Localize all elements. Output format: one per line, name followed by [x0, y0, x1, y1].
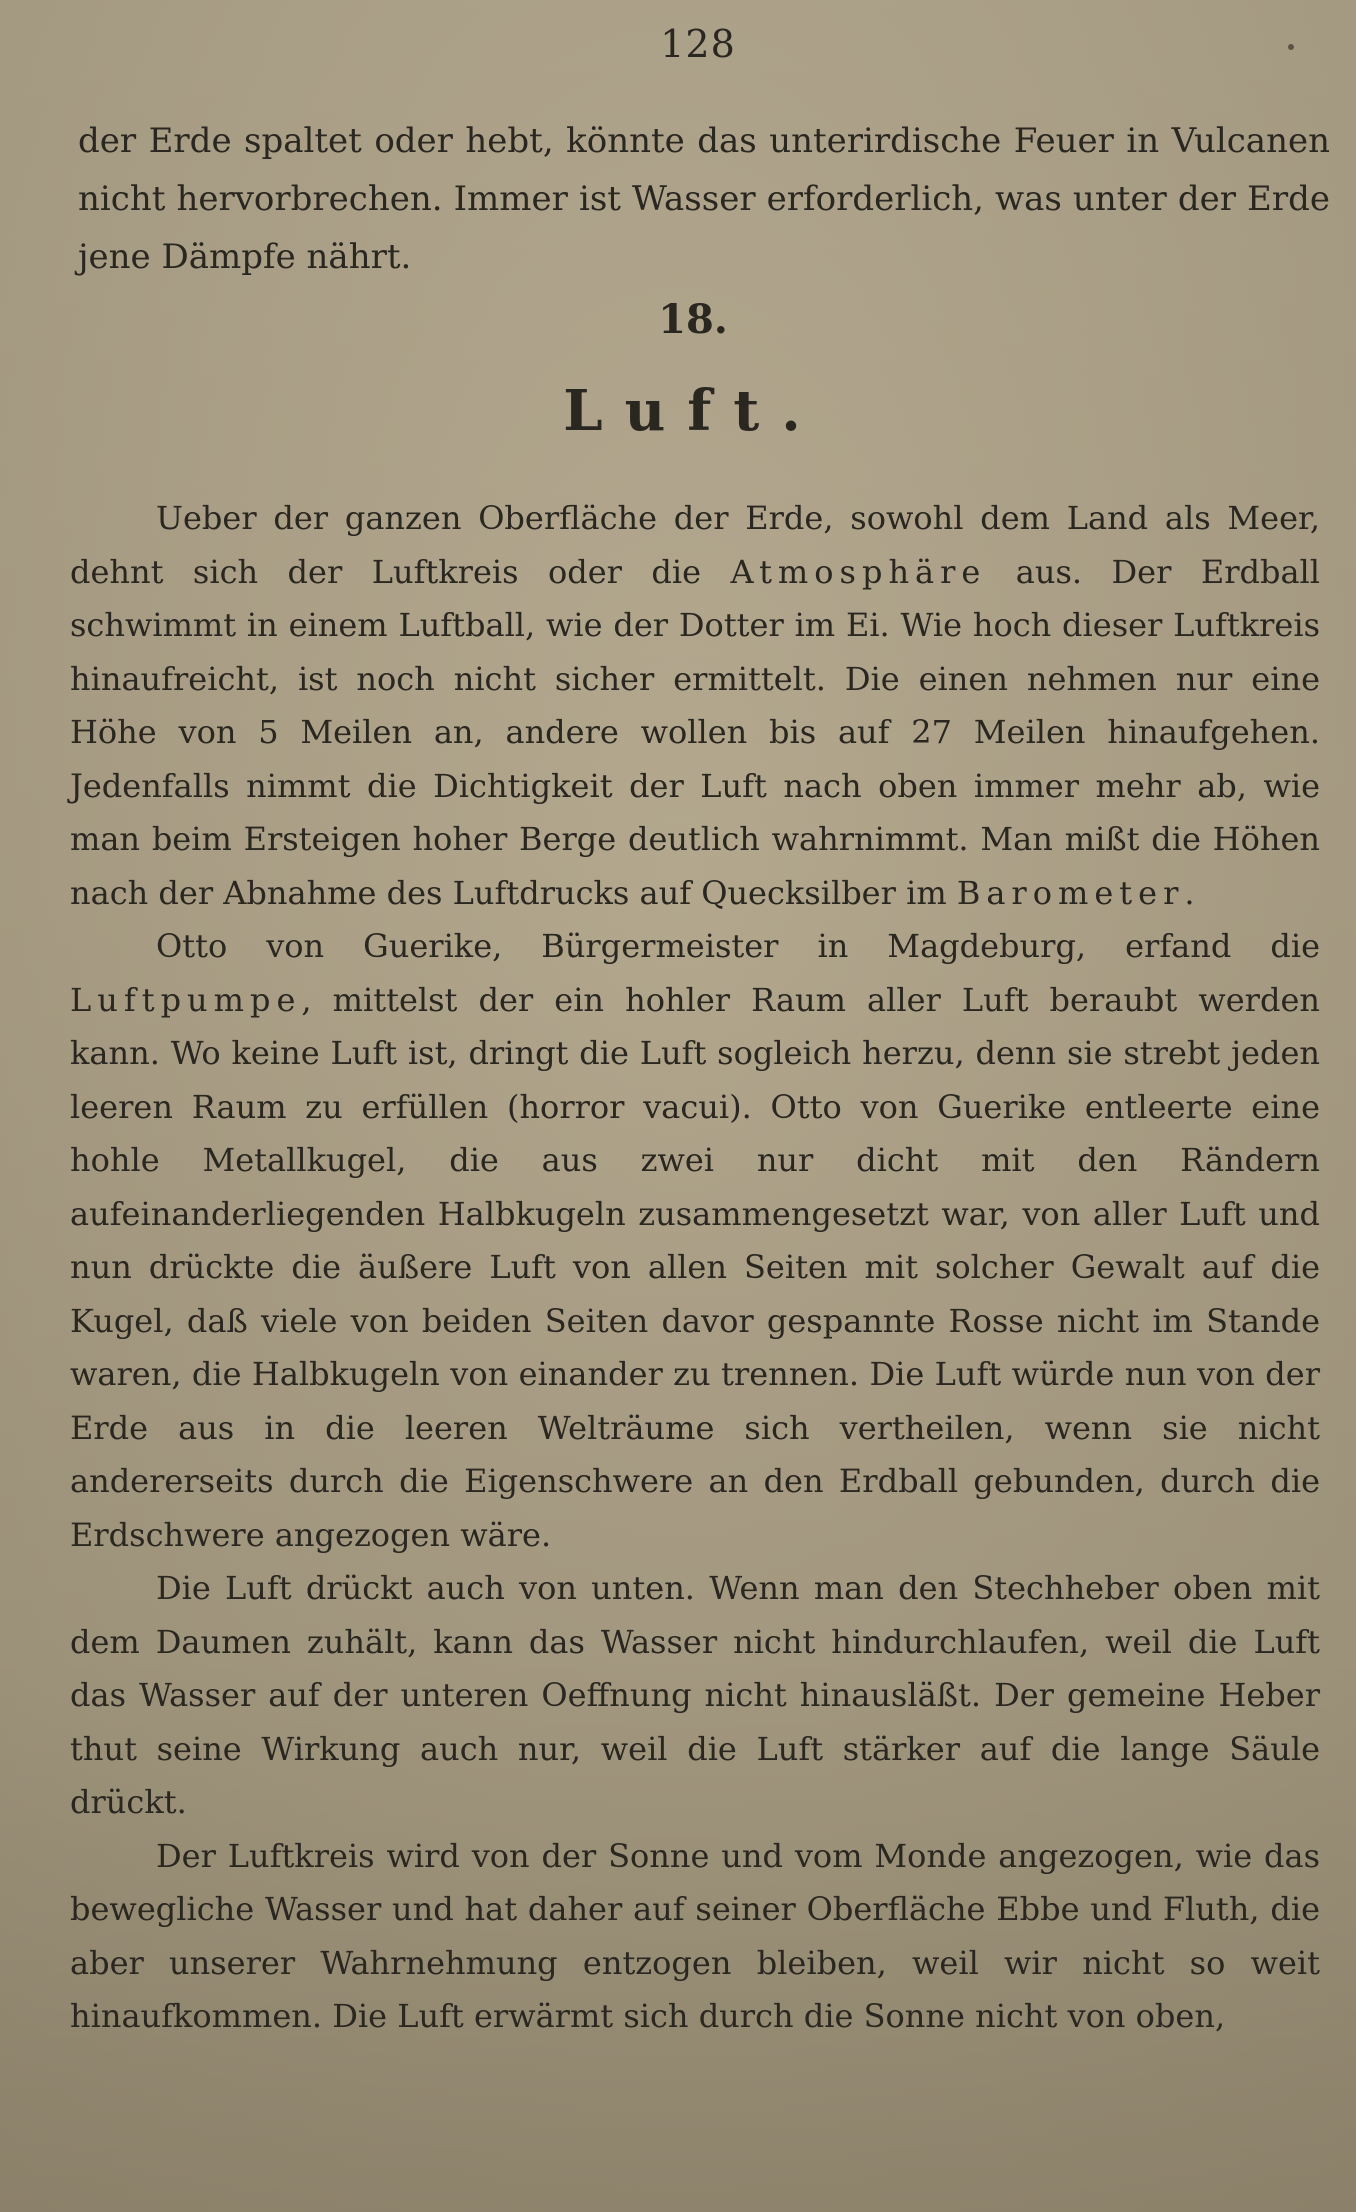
paragraph-tides: Der Luftkreis wird von der Sonne und vom Monde angezogen, wie das bewegliche Wasser und hat daher auf seiner Oberfläche Ebbe und Fluth, die aber unserer Wahrnehmung entzogen bleiben, weil wir nicht so weit hinaufkommen. Die Luft erwärmt sich durch die Sonne nicht von oben, — [70, 1836, 1320, 2035]
paragraph-pressure: Die Luft drückt auch von unten. Wenn man den Stechheber oben mit dem Daumen zuhält, kann das Wasser nicht hindurchlaufen, weil die Luft das Wasser auf der unteren Oeffnung nicht hinausläßt. Der gemeine Heber thut seine Wirkung auch nur, weil die Luft stärker auf die lange Säule drückt. — [70, 1569, 1320, 1821]
emphasized-term: Barometer — [956, 873, 1185, 912]
paragraph-guerike — [70, 920, 1320, 1562]
paragraph-text: Ueber der ganzen Oberfläche der Erde, sowohl dem Land als Meer, dehnt sich der Luftkreis oder die — [70, 499, 1320, 591]
paragraph-text: aus. Der Erdball schwimmt in einem Luftball, wie der Dotter im Ei. Wie hoch dieser Luftkreis hinaufreicht, ist noch nicht sicher ermittelt. Die einen nehmen nur eine Höhe von 5 Meilen an, andere wollen bis auf 27 Meilen hinaufgehen. Jedenfalls nimmt die Dichtigkeit der Luft nach oben immer mehr ab, wie man beim Ersteigen hoher Berge deutlich wahrnimmt. Man mißt die Höhen nach der Abnahme des Luftdrucks auf Quecksilber im — [70, 552, 1321, 912]
continuation-paragraph: der Erde spaltet oder hebt, könnte das unterirdische Feuer in Vulcanen nicht hervorbrechen. Immer ist Wasser erforderlich, was unter der Erde jene Dämpfe nährt. — [78, 121, 1330, 277]
emphasized-term: Atmosphäre — [730, 552, 987, 591]
section-number: 18. — [658, 296, 728, 343]
ink-speck — [1288, 44, 1294, 50]
paragraph-text: , mittelst der ein hohler Raum aller Luft beraubt werden kann. Wo keine Luft ist, dringt die Luft sogleich herzu, denn sie strebt jeden leeren Raum zu erfüllen (horror vacui). Otto von Guerike entleerte eine hohle Metallkugel, die aus zwei nur dicht mit den Rändern aufeinanderliegenden Halbkugeln zusammengesetzt war, von aller Luft und nun drückte die äußere Luft von allen Seiten mit solcher Gewalt auf die Kugel, daß viele von beiden Seiten davor gespannte Rosse nicht im Stande waren, die Halbkugeln von einander zu trennen. Die Luft würde nun von der Erde aus in die leeren Welträume sich vertheilen, wenn sie nicht andererseits durch die Eigenschwere an den Erdball gebunden, durch die Erdschwere angezogen wäre. — [70, 980, 1320, 1554]
paragraph-text: . — [1184, 873, 1195, 912]
paragraph-atmosphere — [70, 492, 1320, 920]
paragraph-text: Otto von Guerike, Bürgermeister in Magdeburg, erfand die — [156, 927, 1320, 965]
section-body — [70, 492, 1320, 2044]
section-title: Luft. — [563, 378, 823, 444]
emphasized-term: Luftpumpe — [70, 980, 302, 1019]
page-number: 128 — [660, 22, 736, 66]
